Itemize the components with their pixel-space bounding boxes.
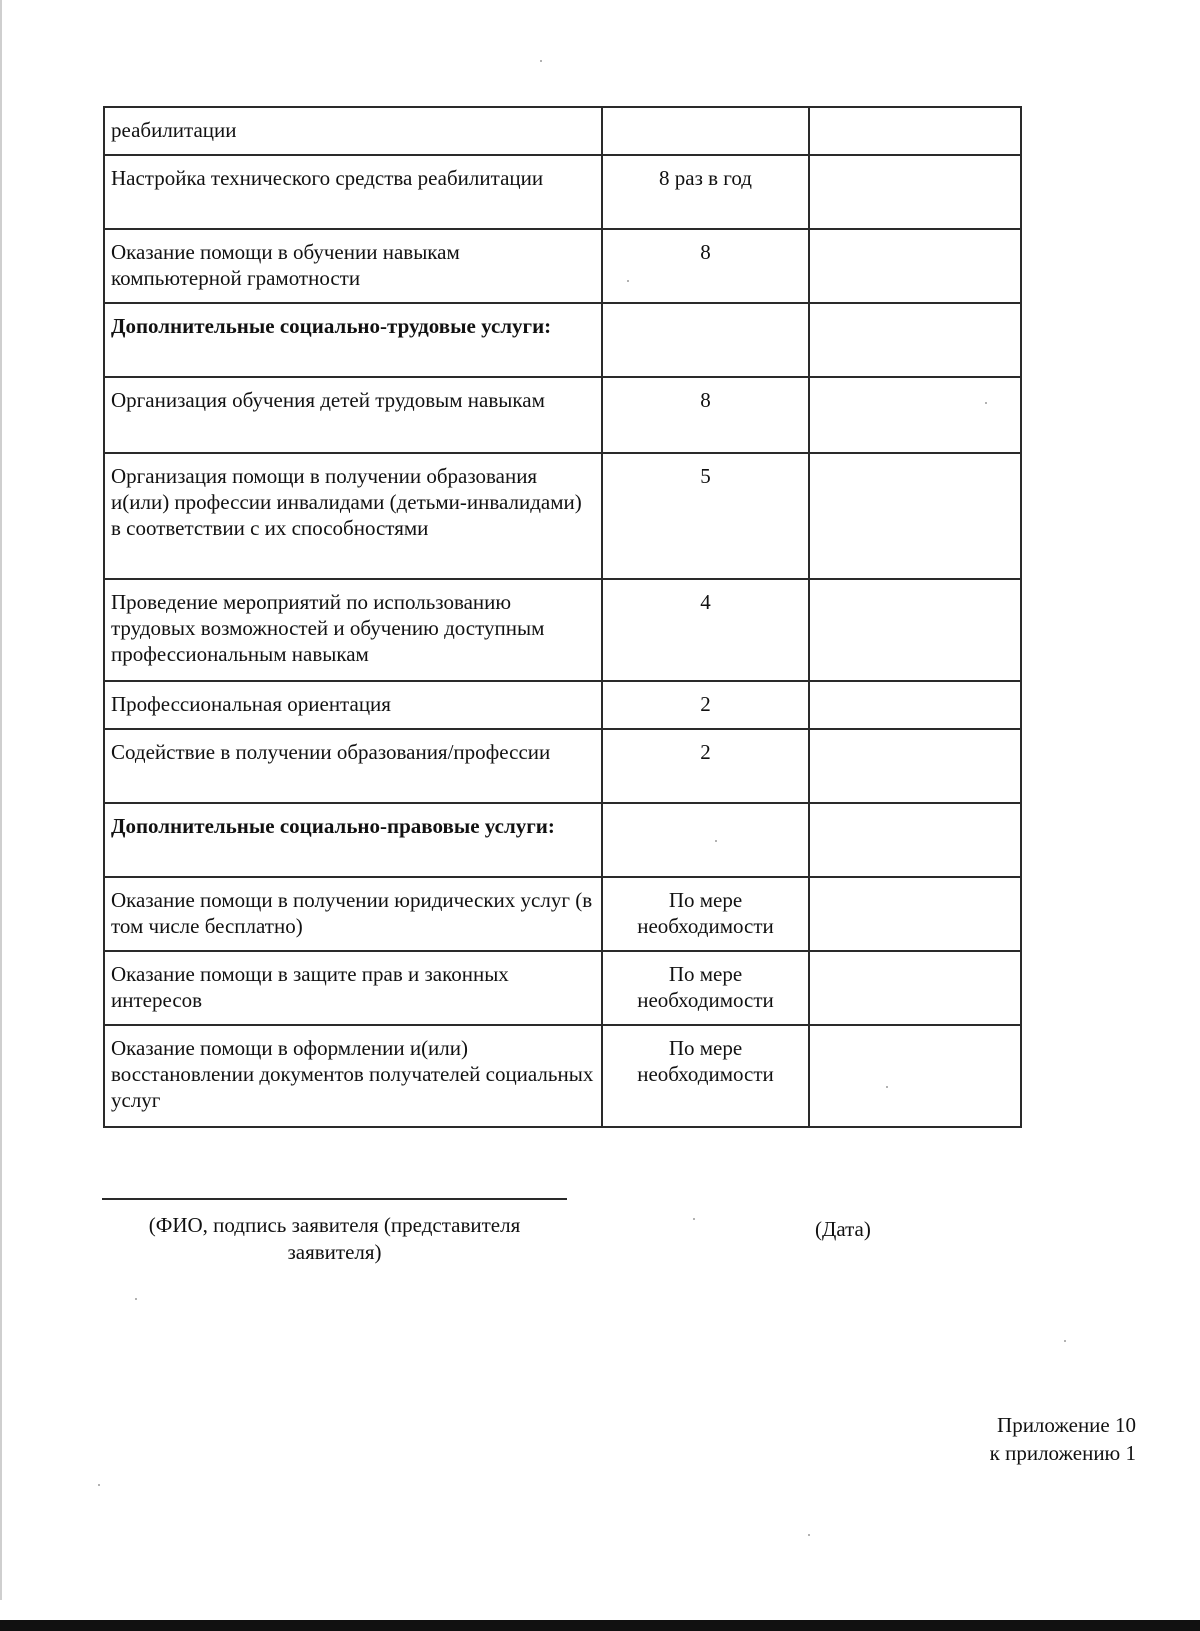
frequency-cell: 2 bbox=[602, 681, 809, 729]
services-table-container bbox=[103, 106, 1020, 1128]
note-cell bbox=[809, 303, 1021, 377]
frequency-cell: 2 bbox=[602, 729, 809, 803]
frequency-cell: 8 раз в год bbox=[602, 155, 809, 229]
date-caption: (Дата) bbox=[815, 1217, 871, 1241]
frequency-cell bbox=[602, 803, 809, 877]
note-cell bbox=[809, 155, 1021, 229]
note-cell bbox=[809, 803, 1021, 877]
scan-speck bbox=[985, 402, 987, 404]
frequency-cell bbox=[602, 303, 809, 377]
section-header-cell: Дополнительные социально-трудовые услуги: bbox=[104, 303, 602, 377]
section-header-cell: Дополнительные социально-правовые услуги: bbox=[104, 803, 602, 877]
note-cell bbox=[809, 107, 1021, 155]
note-cell bbox=[809, 681, 1021, 729]
scan-bottom-band bbox=[0, 1620, 1200, 1631]
service-name-cell: Оказание помощи в обучении навыкам компьютерной грамотности bbox=[104, 229, 602, 303]
note-cell bbox=[809, 377, 1021, 453]
section-header-row bbox=[104, 303, 1021, 377]
scan-speck bbox=[98, 1484, 100, 1486]
service-name-cell: Оказание помощи в защите прав и законных интересов bbox=[104, 951, 602, 1025]
table-row bbox=[104, 453, 1021, 579]
note-cell bbox=[809, 951, 1021, 1025]
service-name-cell: Организация обучения детей трудовым навыкам bbox=[104, 377, 602, 453]
signature-caption: (ФИО, подпись заявителя (представителя заявителя) bbox=[148, 1213, 521, 1264]
frequency-cell: По мере необходимости bbox=[602, 951, 809, 1025]
table-row bbox=[104, 579, 1021, 681]
service-name-cell: Оказание помощи в оформлении и(или) восстановлении документов получателей социальных услуг bbox=[104, 1025, 602, 1127]
page-edge bbox=[0, 0, 2, 1600]
appendix-line-1: Приложение 10 bbox=[997, 1413, 1136, 1437]
scan-speck bbox=[135, 1298, 137, 1300]
table-row bbox=[104, 377, 1021, 453]
service-name-cell: Организация помощи в получении образования и(или) профессии инвалидами (детьми-инвалидами) в соответствии с их способностями bbox=[104, 453, 602, 579]
frequency-cell: 4 bbox=[602, 579, 809, 681]
note-cell bbox=[809, 1025, 1021, 1127]
scan-speck bbox=[627, 280, 629, 282]
frequency-cell: 8 bbox=[602, 229, 809, 303]
scan-speck bbox=[540, 60, 542, 62]
service-name-cell: Профессиональная ориентация bbox=[104, 681, 602, 729]
frequency-cell bbox=[602, 107, 809, 155]
service-name-cell: Настройка технического средства реабилитации bbox=[104, 155, 602, 229]
table-row bbox=[104, 107, 1021, 155]
frequency-cell: 5 bbox=[602, 453, 809, 579]
frequency-cell: По мере необходимости bbox=[602, 877, 809, 951]
table-row bbox=[104, 877, 1021, 951]
services-table bbox=[103, 106, 1022, 1128]
service-name-cell: Содействие в получении образования/профессии bbox=[104, 729, 602, 803]
table-row bbox=[104, 681, 1021, 729]
scan-speck bbox=[886, 1086, 888, 1088]
table-row bbox=[104, 155, 1021, 229]
note-cell bbox=[809, 453, 1021, 579]
table-row bbox=[104, 729, 1021, 803]
table-row bbox=[104, 1025, 1021, 1127]
scan-speck bbox=[693, 1218, 695, 1220]
scan-speck bbox=[808, 1534, 810, 1536]
scan-speck bbox=[1064, 1340, 1066, 1342]
service-name-cell: реабилитации bbox=[104, 107, 602, 155]
table-row bbox=[104, 229, 1021, 303]
note-cell bbox=[809, 579, 1021, 681]
service-name-cell: Оказание помощи в получении юридических услуг (в том числе бесплатно) bbox=[104, 877, 602, 951]
service-name-cell: Проведение мероприятий по использованию трудовых возможностей и обучению доступным профессиональным навыкам bbox=[104, 579, 602, 681]
frequency-cell: По мере необходимости bbox=[602, 1025, 809, 1127]
section-header-row bbox=[104, 803, 1021, 877]
frequency-cell: 8 bbox=[602, 377, 809, 453]
table-row bbox=[104, 951, 1021, 1025]
appendix-line-2: к приложению 1 bbox=[989, 1441, 1136, 1465]
signature-line bbox=[102, 1198, 567, 1200]
appendix-note bbox=[990, 1411, 1136, 1467]
scan-speck bbox=[715, 840, 717, 842]
note-cell bbox=[809, 729, 1021, 803]
note-cell bbox=[809, 877, 1021, 951]
note-cell bbox=[809, 229, 1021, 303]
